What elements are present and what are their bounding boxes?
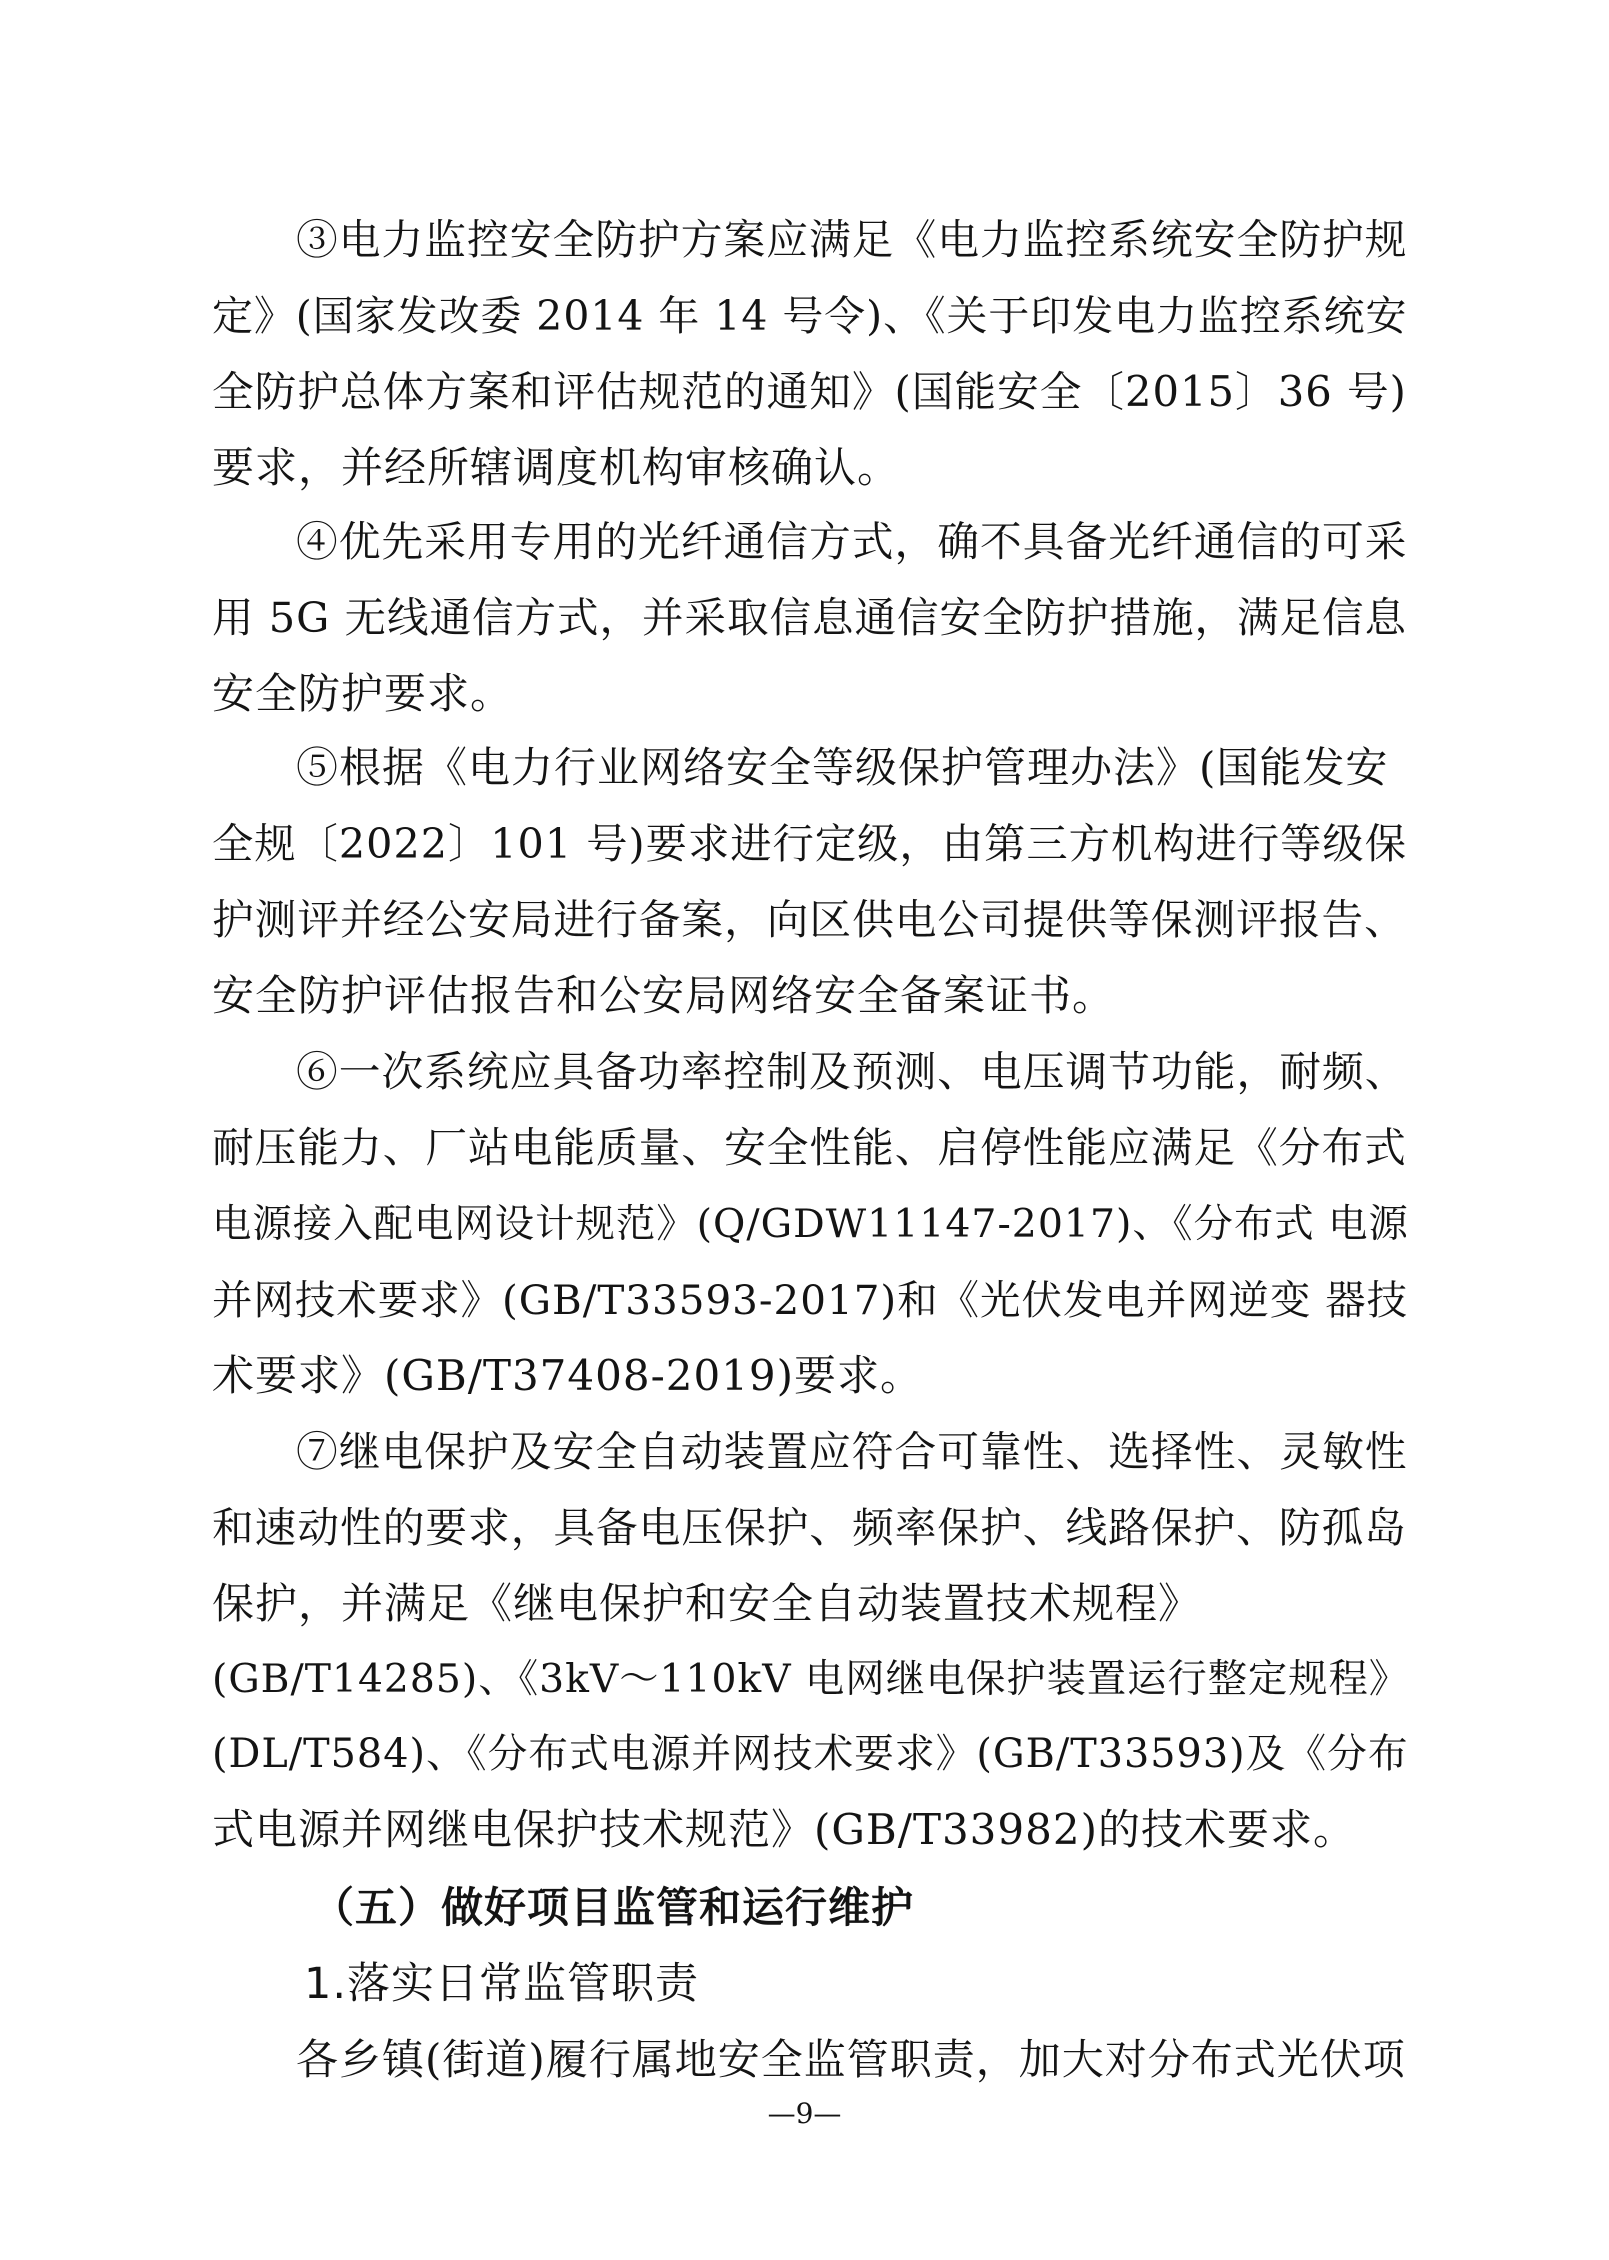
paragraph-line: 要求，并经所辖调度机构审核确认。 [212,443,901,492]
section-heading: （五）做好项目监管和运行维护 [312,1883,915,1932]
paragraph-line: 用 5G 无线通信方式，并采取信息通信安全防护措施，满足信息 [212,593,1407,642]
paragraph-line: 耐压能力、厂站电能质量、安全性能、启停性能应满足《分布式 [212,1123,1407,1172]
paragraph-line: ④优先采用专用的光纤通信方式，确不具备光纤通信的可采 [296,517,1408,566]
paragraph-line: 安全防护评估报告和公安局网络安全备案证书。 [212,971,1116,1020]
paragraph-line: 定》(国家发改委 2014 年 14 号令)、《关于印发电力监控系统安 [212,292,1408,340]
subsection-heading: 1.落实日常监管职责 [304,1959,700,2009]
paragraph-line: 和速动性的要求，具备电压保护、频率保护、线路保护、防孤岛 [212,1503,1407,1552]
paragraph-line: ⑤根据《电力行业网络安全等级保护管理办法》(国能发安 [296,743,1389,792]
paragraph-line: ⑥一次系统应具备功率控制及预测、电压调节功能，耐频、 [296,1047,1408,1096]
paragraph-line: 全防护总体方案和评估规范的通知》(国能安全〔2015〕36 号) [212,367,1407,416]
paragraph-line: ⑦继电保护及安全自动装置应符合可靠性、选择性、灵敏性 [296,1427,1408,1476]
paragraph-line: 全规〔2022〕101 号)要求进行定级，由第三方机构进行等级保 [212,820,1407,868]
page-number: —9— [767,2097,842,2130]
paragraph-line: 各乡镇(街道)履行属地安全监管职责，加大对分布式光伏项 [296,2035,1406,2084]
paragraph-line: 术要求》(GB/T37408-2019)要求。 [212,1351,924,1400]
paragraph-line: ③电力监控安全防护方案应满足《电力监控系统安全防护规 [296,215,1408,264]
paragraph-line: 电源接入配电网设计规范》(Q/GDW11147-2017)、《分布式 电源 [212,1201,1409,1247]
paragraph-line: (GB/T14285)、《3kV～110kV 电网继电保护装置运行整定规程》 [212,1657,1410,1702]
paragraph-line: 并网技术要求》(GB/T33593-2017)和《光伏发电并网逆变 器技 [212,1276,1409,1324]
paragraph-line: (DL/T584)、《分布式电源并网技术要求》(GB/T33593)及《分布 [212,1731,1409,1777]
paragraph-line: 安全防护要求。 [212,669,514,718]
paragraph-line: 保护，并满足《继电保护和安全自动装置技术规程》 [212,1579,1202,1628]
paragraph-line: 式电源并网继电保护技术规范》(GB/T33982)的技术要求。 [212,1805,1356,1854]
paragraph-line: 护测评并经公安局进行备案，向区供电公司提供等保测评报告、 [212,895,1407,944]
